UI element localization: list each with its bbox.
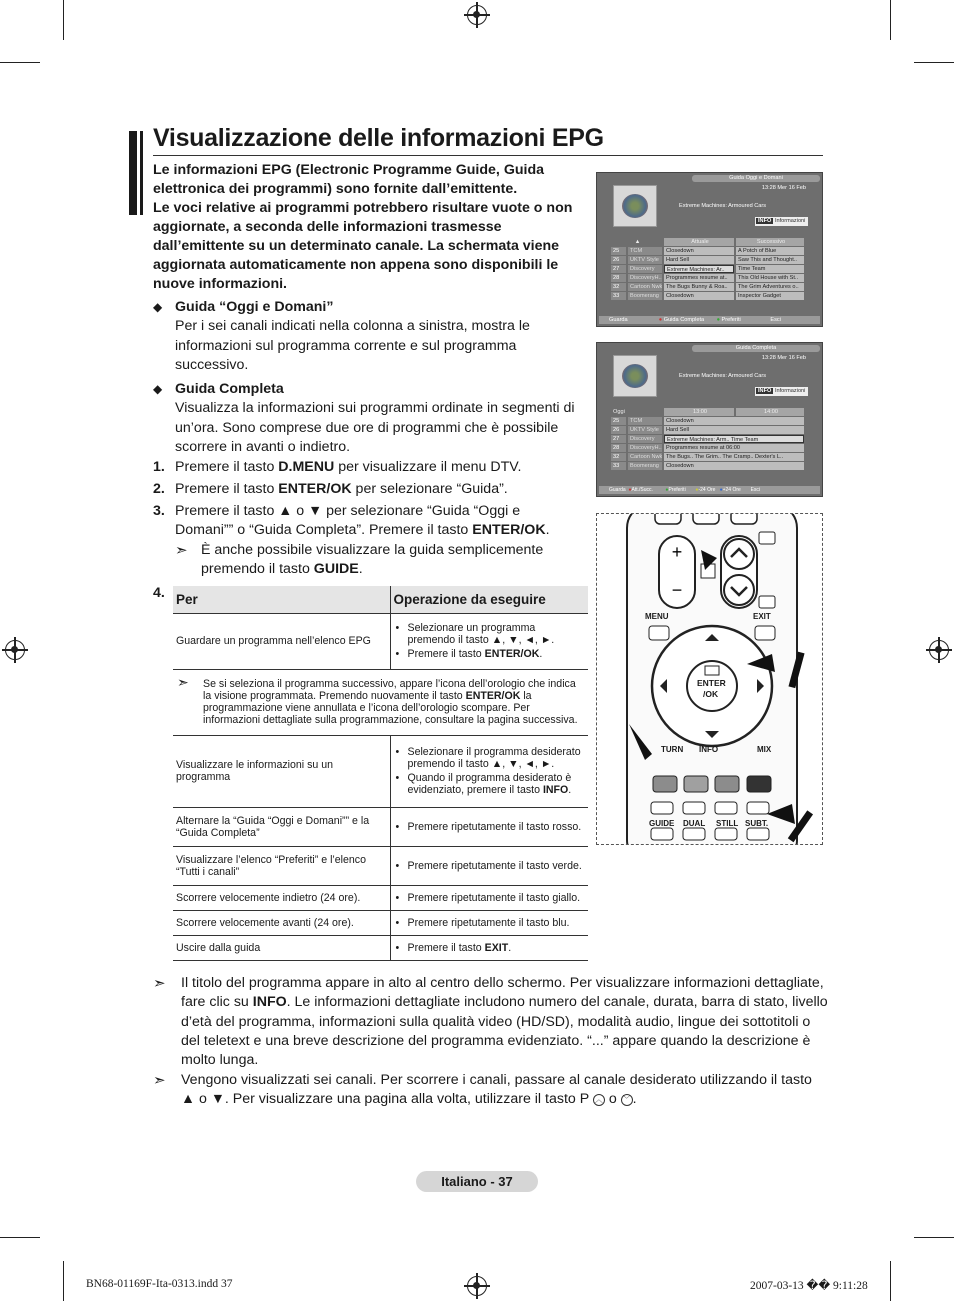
note-program-title xyxy=(153,974,828,1070)
table-bullet: • Selezionare il programma desiderato premendo il tasto ▲, ▼, ◄, ►. xyxy=(408,746,586,770)
note-text: È anche possibile visualizzare la guida semplicemente premendo il tasto xyxy=(201,542,544,578)
registration-mark-icon xyxy=(929,640,949,660)
note-text: o xyxy=(604,1091,621,1108)
epg-grid-header: Oggi 13:00 14:00 xyxy=(611,408,806,416)
page-title: Visualizzazione delle informazioni EPG xyxy=(153,124,604,152)
table-cell: Scorrere velocemente avanti (24 ore). xyxy=(173,910,390,935)
table-header-operazione: Operazione da eseguire xyxy=(390,586,588,613)
table-row xyxy=(173,885,588,910)
note-text: . Le informazioni dettagliate includono numero del canale, durata, barra di stato, livello d’età del programma, informazioni sulla qualità video (HD/SD), modalità audio, lingue dei sottotitoli o del teletext e una breve descrizione del programma evidenziato. “...” appare quando la descrizione è molto lunga. xyxy=(181,994,828,1069)
table-cell: Visualizzare le informazioni su un programma xyxy=(173,735,390,807)
crop-mark xyxy=(0,1237,40,1238)
epg-row[interactable]: 32 Cartoon Nwk The Bugs Bunny & Roa.. The Grim Adventures o.. xyxy=(611,283,806,291)
mix-button-label[interactable]: MIX xyxy=(757,745,772,754)
step-text: per visualizzare il menu DTV. xyxy=(334,459,522,475)
epg-row[interactable]: 25 TCM Closedown xyxy=(611,417,806,425)
table-header-per: Per xyxy=(173,586,390,613)
crop-mark xyxy=(890,0,891,40)
table-cell: Alternare la “Guida “Oggi e Domani”” e la “Guida Completa” xyxy=(173,807,390,846)
epg-row[interactable]: 27 Discovery Extreme Machines: Ar.. Time Team xyxy=(611,265,806,273)
bullet-heading: Guida “Oggi e Domani” xyxy=(175,299,334,315)
screen-program: Extreme Machines: Armoured Cars xyxy=(679,373,767,379)
epg-row[interactable]: 26 UKTV Style Hard Sell xyxy=(611,426,806,434)
screen-program: Extreme Machines: Armoured Cars xyxy=(679,203,767,209)
return-button-label[interactable]: TURN xyxy=(661,745,684,754)
registration-mark-icon xyxy=(467,1276,487,1296)
step-number: 4. xyxy=(153,585,165,601)
epg-row[interactable]: 26 UKTV Style Hard Sell Saw This and Thought.. xyxy=(611,256,806,264)
enter-button-label-2[interactable]: /OK xyxy=(703,689,719,699)
screen-date: 13:28 Mer 16 Feb xyxy=(761,185,806,191)
step-number: 3. xyxy=(153,503,165,519)
title-bar-decoration xyxy=(129,131,143,215)
bullet-guida-completa xyxy=(153,380,578,457)
table-cell xyxy=(390,613,588,669)
table-cell: Visualizzare l’elenco “Preferiti” e l’elenco “Tutti i canali” xyxy=(173,846,390,885)
note-arrow-icon: ➣ xyxy=(153,1072,166,1089)
note-text: . xyxy=(358,561,363,578)
step-text: per selezionare “Guida”. xyxy=(351,481,508,497)
key-name: ENTER/OK xyxy=(472,522,546,539)
epg-grid xyxy=(611,408,806,471)
table-bullet: • Premere ripetutamente il tasto rosso. xyxy=(408,821,586,833)
svg-text:−: − xyxy=(671,580,683,600)
title-rule xyxy=(153,155,823,156)
diamond-icon: ◆ xyxy=(153,300,163,314)
step-text: . xyxy=(545,522,550,539)
epg-grid-header: ▲ Attuale Successivo xyxy=(611,238,806,246)
key-name: INFO xyxy=(252,994,287,1011)
epg-row[interactable]: 25 TCM Closedown A Potch of Blue xyxy=(611,247,806,255)
step-2 xyxy=(153,480,573,499)
table-row xyxy=(173,910,588,935)
screen-title: Guida Oggi e Domani xyxy=(692,175,820,182)
step-number: 2. xyxy=(153,481,165,497)
footer-file-name: BN68-01169F-Ita-0313.indd 37 xyxy=(86,1278,233,1290)
epg-row[interactable]: 33 Boomerang Closedown xyxy=(611,462,806,470)
epg-screen-oggi-domani xyxy=(596,172,823,327)
key-name: ENTER/OK xyxy=(465,690,521,702)
info-button: INFO Informazioni xyxy=(755,387,808,396)
step-1 xyxy=(153,458,573,477)
screen-title: Guida Completa xyxy=(692,345,820,352)
guide-button-label[interactable]: GUIDE xyxy=(649,819,675,828)
bullet-guida-oggi-domani xyxy=(153,298,578,375)
step-3-note xyxy=(153,541,573,580)
step-3 xyxy=(153,502,573,541)
bullet-text: Per i sei canali indicati nella colonna a sinistra, mostra le informazioni sul programma corrente e sul programma successivo. xyxy=(175,318,530,373)
table-row xyxy=(173,613,588,669)
table-cell xyxy=(390,735,588,807)
note-text: Se si seleziona il programma successivo, appare l’icona dell’orologio che indica la visione programmata. Premendo nuovamente il tasto xyxy=(203,678,576,702)
table-cell xyxy=(390,807,588,846)
crop-mark xyxy=(63,1261,64,1301)
table-note-row xyxy=(173,669,588,735)
key-name: GUIDE xyxy=(313,561,359,578)
epg-row[interactable]: 28 DiscoveryH.. Programmes resume at 06:00 xyxy=(611,444,806,452)
intro-paragraph: Le voci relative ai programmi potrebbero risultare vuote o non aggiornate, a seconda delle informazioni trasmesse dall’emittente su un determinato canale. La schermata viene aggiornata automaticamente non appena sono disponibili le nuove informazioni. xyxy=(153,200,573,292)
table-cell: Guardare un programma nell’elenco EPG xyxy=(173,613,390,669)
footer-timestamp: 2007-03-13 �� 9:11:28 xyxy=(750,1280,868,1292)
info-button: INFO Informazioni xyxy=(755,217,808,226)
epg-row[interactable]: 33 Boomerang Closedown Inspector Gadget xyxy=(611,292,806,300)
note-text: Vengono visualizzati sei canali. Per scorrere i canali, passare al canale desiderato utilizzando il tasto ▲ o ▼. Per visualizzare una pagina alla volta, utilizzare il tasto P xyxy=(181,1072,812,1108)
table-row xyxy=(173,735,588,807)
key-name: D.MENU xyxy=(278,459,335,475)
note-arrow-icon: ➣ xyxy=(175,542,188,559)
title-bar-decoration xyxy=(137,131,140,215)
step-text: Premere il tasto ▲ o ▼ per selezionare “Guida “Oggi e Domani”” o “Guida Completa”. Premere il tasto xyxy=(175,503,521,539)
tv-preview-thumbnail xyxy=(613,185,657,227)
table-note xyxy=(173,669,588,735)
note-text: . xyxy=(632,1091,637,1108)
epg-screen-completa xyxy=(596,342,823,497)
remote-control-illustration xyxy=(596,513,823,845)
screen-footer: Guarda ●Att./Succ. ●Preferiti ●-24 Ore ●+24 Ore Esci xyxy=(599,486,820,494)
table-bullet: • Premere ripetutamente il tasto verde. xyxy=(408,860,586,872)
screen-date: 13:28 Mer 16 Feb xyxy=(761,355,806,361)
crop-mark xyxy=(914,1237,954,1238)
intro-paragraph: Le informazioni EPG (Electronic Programme Guide, Guida elettronica dei programmi) sono fornite dall’emittente. xyxy=(153,162,545,197)
table-cell: Uscire dalla guida xyxy=(173,935,390,960)
epg-row[interactable]: 28 DiscoveryH.. Programmes resume at.. This Old House with St.. xyxy=(611,274,806,282)
crop-mark xyxy=(914,62,954,63)
registration-mark-icon xyxy=(467,5,487,25)
menu-button-label[interactable]: MENU xyxy=(645,612,669,621)
key-name: ENTER/OK xyxy=(278,481,352,497)
diamond-icon: ◆ xyxy=(153,382,163,396)
bullet-heading: Guida Completa xyxy=(175,381,284,397)
crop-mark xyxy=(890,1261,891,1301)
table-row xyxy=(173,935,588,960)
enter-button-label[interactable]: ENTER xyxy=(697,678,726,688)
note-text: Il titolo del programma appare in alto al centro dello schermo. Per visualizzare informazioni dettagliate, fare clic su xyxy=(181,975,824,1011)
page-number-badge: Italiano - 37 xyxy=(416,1171,538,1192)
table-cell xyxy=(390,935,588,960)
table-bullet: • Premere il tasto ENTER/OK. xyxy=(408,648,586,660)
crop-mark xyxy=(63,0,64,40)
table-cell: Scorrere velocemente indietro (24 ore). xyxy=(173,885,390,910)
subtitle-button-label[interactable]: SUBT. xyxy=(745,819,769,828)
screen-footer: Guarda ● Guida Completa ● Preferiti Esci xyxy=(599,316,820,324)
table-row xyxy=(173,807,588,846)
note-arrow-icon: ➣ xyxy=(153,975,166,992)
epg-row[interactable]: 32 Cartoon Nwk The Bugs.. The Grim.. The Cramp.. Dexter's L.. xyxy=(611,453,806,461)
table-bullet: • Premere ripetutamente il tasto blu. xyxy=(408,917,586,929)
table-cell xyxy=(390,910,588,935)
registration-mark-icon xyxy=(5,640,25,660)
table-cell xyxy=(390,846,588,885)
p-up-icon: ︿ xyxy=(594,1094,603,1104)
tv-preview-thumbnail xyxy=(613,355,657,397)
step-text: Premere il tasto xyxy=(175,459,279,475)
note-text: la programmazione viene annullata e l’icona dell’orologio scompare. Per informazioni dettagliate sulla programmazione, consultare la pagina successiva. xyxy=(203,690,578,726)
table-bullet: • Premere il tasto EXIT. xyxy=(408,942,586,954)
table-bullet: • Premere ripetutamente il tasto giallo. xyxy=(408,892,586,904)
epg-row[interactable]: 27 Discovery Extreme Machines: Arm.. Time Team xyxy=(611,435,806,443)
p-down-icon: ﹀ xyxy=(622,1094,631,1104)
up-arrow-icon: ▲ xyxy=(634,239,641,245)
note-six-channels xyxy=(153,1071,828,1110)
svg-text:+: + xyxy=(671,542,683,562)
step-number: 1. xyxy=(153,459,165,475)
intro-text xyxy=(153,161,573,294)
table-bullet: • Selezionare un programma premendo il tasto ▲, ▼, ◄, ►. xyxy=(408,622,586,646)
crop-mark xyxy=(0,62,40,63)
note-arrow-icon: ➣ xyxy=(177,673,189,690)
still-button-label[interactable]: STILL xyxy=(716,819,739,828)
step-text: Premere il tasto xyxy=(175,481,279,497)
table-cell xyxy=(390,885,588,910)
epg-grid xyxy=(611,238,806,301)
bullet-text: Visualizza la informazioni sui programmi ordinate in segmenti di un’ora. Sono comprese due ore di programmi che è possibile scorrere in avanti o indietro. xyxy=(175,400,575,455)
exit-button-label[interactable]: EXIT xyxy=(753,612,771,621)
operations-table xyxy=(173,586,588,961)
info-button-label[interactable]: INFO xyxy=(699,745,719,754)
dual-button-label[interactable]: DUAL xyxy=(683,819,706,828)
table-bullet: • Quando il programma desiderato è evidenziato, premere il tasto INFO. xyxy=(408,772,586,796)
table-row xyxy=(173,846,588,885)
